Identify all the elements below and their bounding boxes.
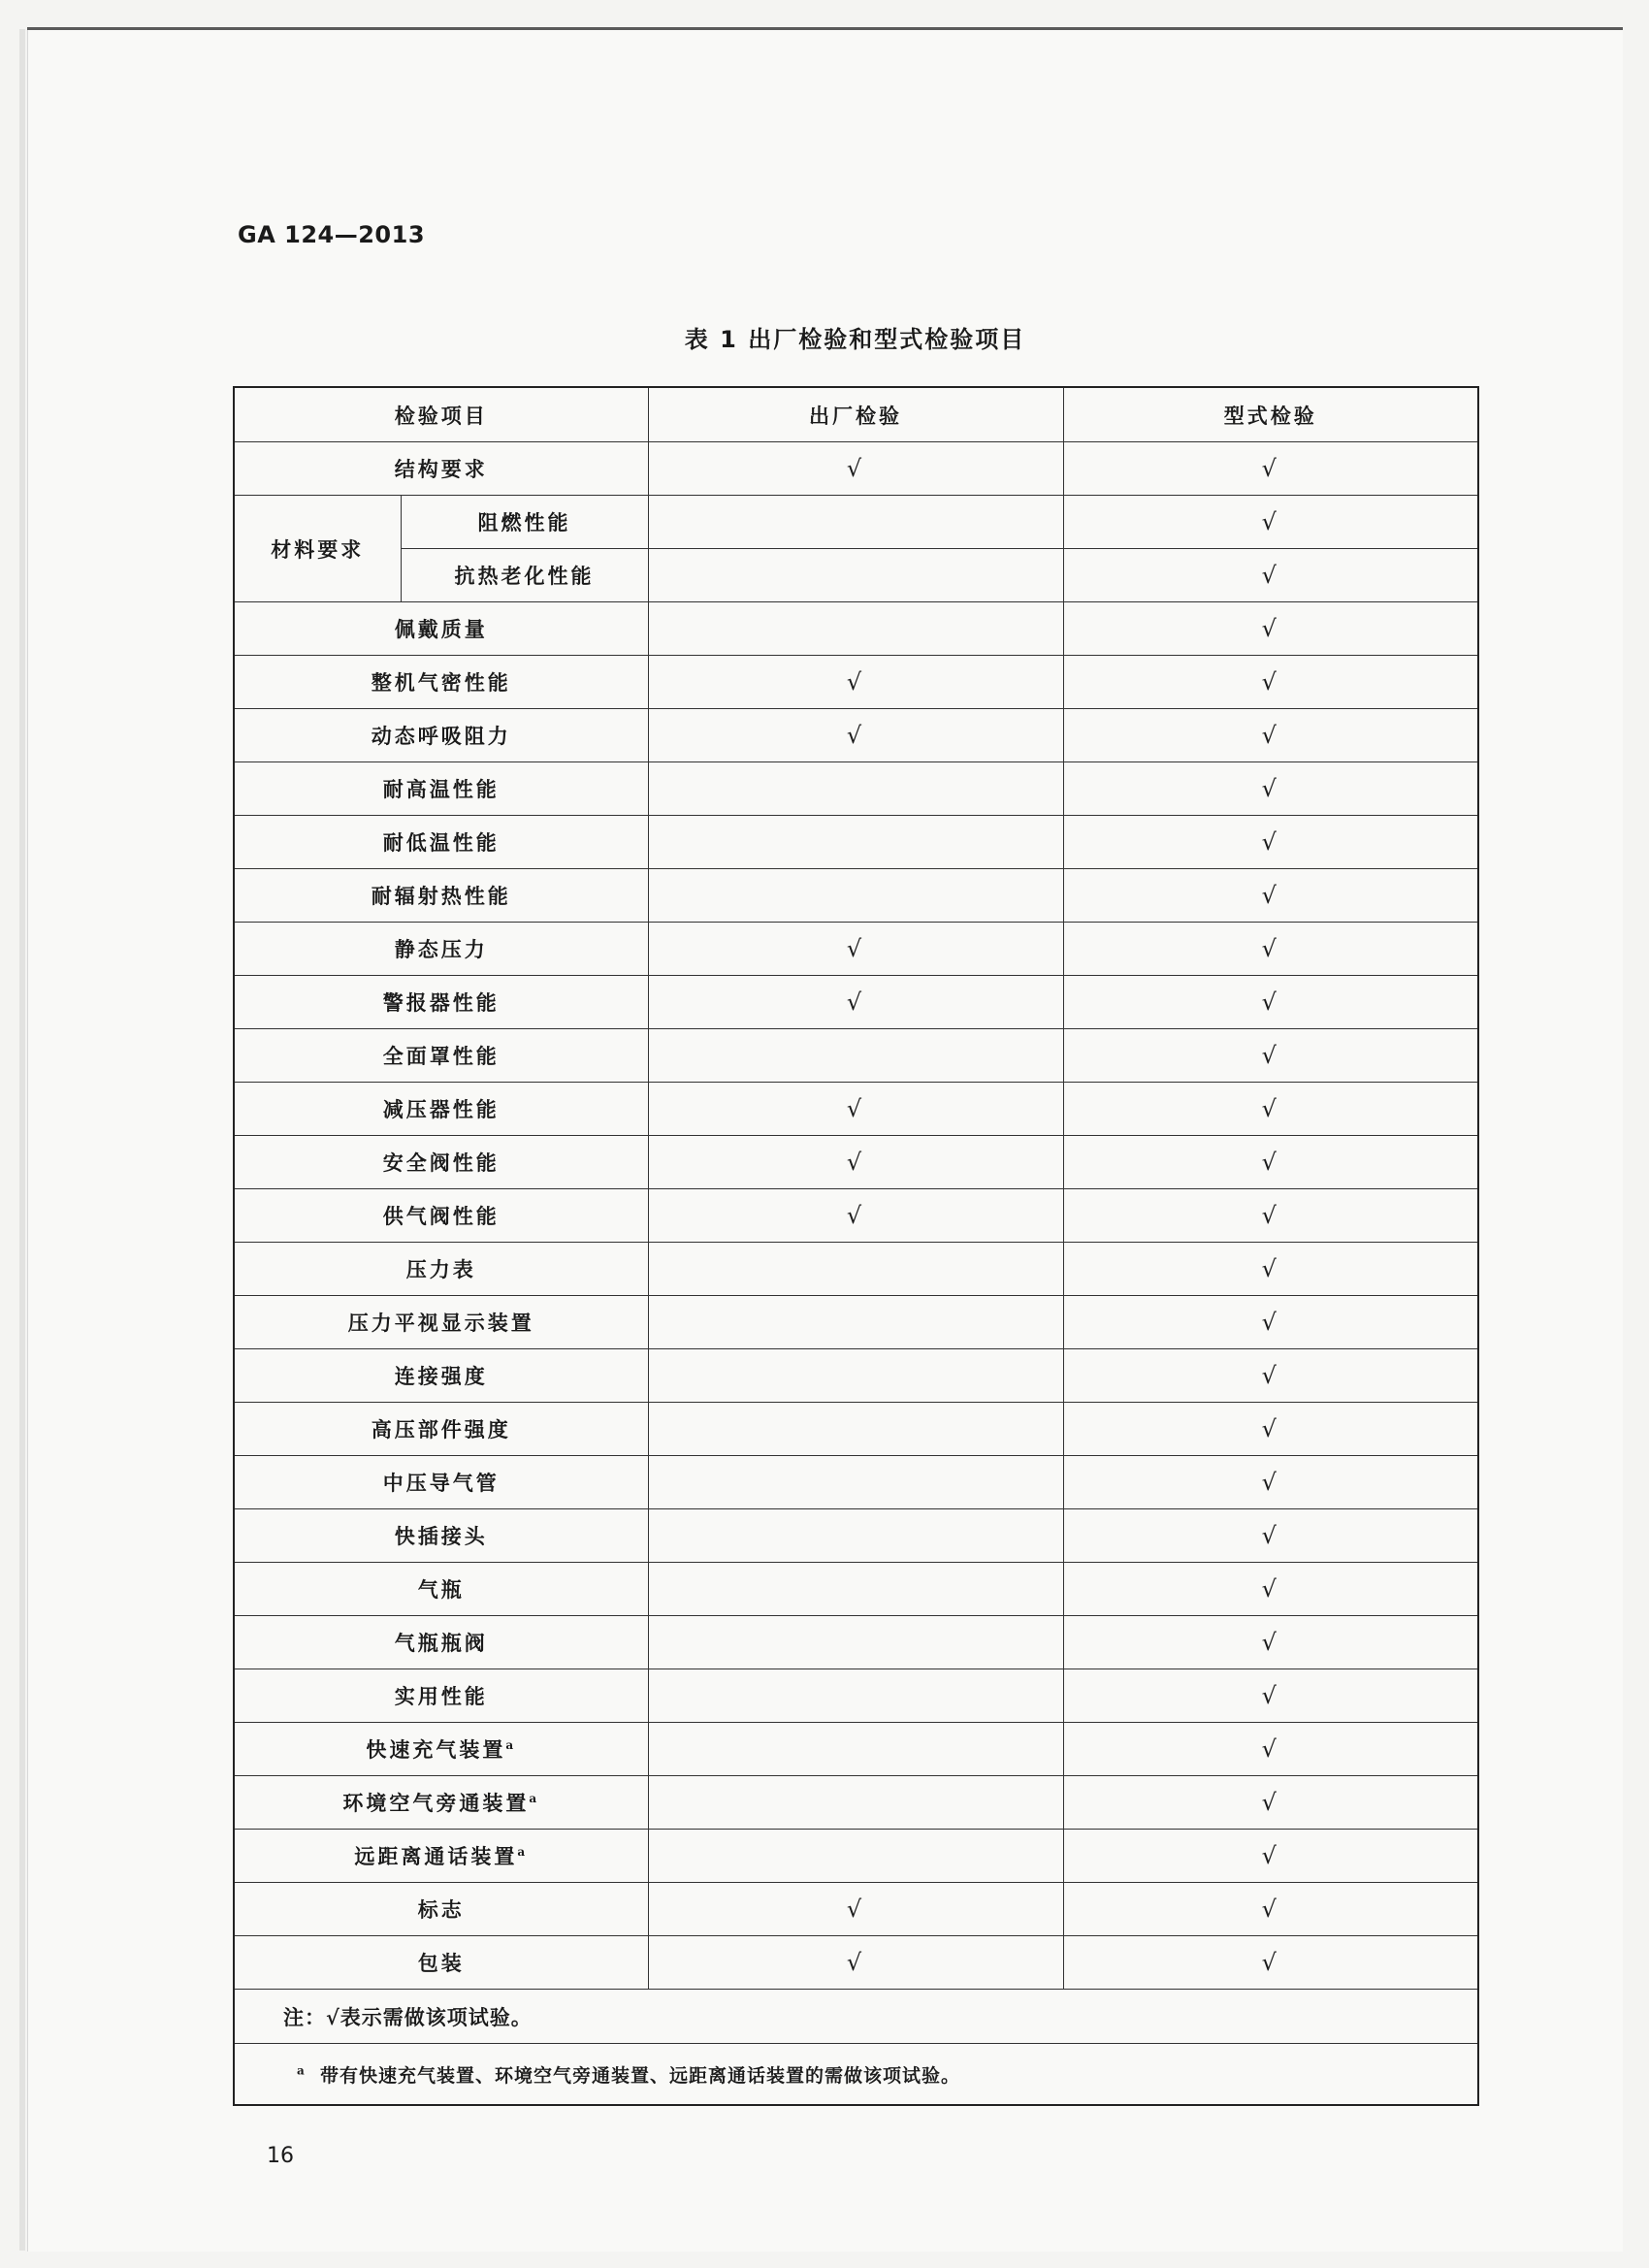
row-item: 动态呼吸阻力 <box>234 709 648 762</box>
row-group-material: 材料要求 <box>234 496 401 602</box>
table-row <box>234 869 1478 923</box>
row-item: 抗热老化性能 <box>401 549 648 602</box>
table-row <box>234 1776 1478 1830</box>
type-check: √ <box>1063 1296 1478 1349</box>
row-item: 气瓶 <box>234 1563 648 1616</box>
table-footnote: 带有快速充气装置、环境空气旁通装置、远距离通话装置的需做该项试验。 <box>320 2064 961 2087</box>
row-item: 高压部件强度 <box>234 1403 648 1456</box>
factory-check: √ <box>648 442 1063 496</box>
table-row <box>234 549 1478 602</box>
factory-check <box>648 816 1063 869</box>
footnote-marker: a <box>517 1845 529 1859</box>
factory-check <box>648 1456 1063 1509</box>
factory-check <box>648 1403 1063 1456</box>
type-check: √ <box>1063 1669 1478 1723</box>
table-row <box>234 816 1478 869</box>
table-row <box>234 1723 1478 1776</box>
row-item: 整机气密性能 <box>234 656 648 709</box>
table-caption: 表 1 出厂检验和型式检验项目 <box>684 326 1026 353</box>
factory-check <box>648 1669 1063 1723</box>
factory-check: √ <box>648 709 1063 762</box>
factory-check: √ <box>648 1083 1063 1136</box>
row-item: 供气阀性能 <box>234 1189 648 1243</box>
row-item-cell <box>234 1776 648 1830</box>
type-check: √ <box>1063 1243 1478 1296</box>
row-item: 耐辐射热性能 <box>234 869 648 923</box>
footnote-marker: a <box>505 1738 517 1752</box>
row-item: 包装 <box>234 1936 648 1990</box>
factory-check: √ <box>648 1936 1063 1990</box>
row-item: 快速充气装置 <box>366 1737 506 1762</box>
row-item: 全面罩性能 <box>234 1029 648 1083</box>
factory-check: √ <box>648 1136 1063 1189</box>
factory-check <box>648 1349 1063 1403</box>
factory-check <box>648 1296 1063 1349</box>
footnote-marker: a <box>297 2063 306 2078</box>
row-item: 阻燃性能 <box>401 496 648 549</box>
row-item: 耐低温性能 <box>234 816 648 869</box>
factory-check <box>648 1723 1063 1776</box>
header-item: 检验项目 <box>234 387 648 442</box>
factory-check <box>648 869 1063 923</box>
table-row <box>234 1509 1478 1563</box>
type-check: √ <box>1063 709 1478 762</box>
row-item: 安全阀性能 <box>234 1136 648 1189</box>
row-item: 气瓶瓶阀 <box>234 1616 648 1669</box>
type-check: √ <box>1063 1189 1478 1243</box>
table-footnote-cell <box>234 2044 1478 2106</box>
table-row <box>234 1136 1478 1189</box>
factory-check: √ <box>648 1883 1063 1936</box>
row-item: 减压器性能 <box>234 1083 648 1136</box>
type-check: √ <box>1063 1616 1478 1669</box>
table-row <box>234 1456 1478 1509</box>
factory-check: √ <box>648 923 1063 976</box>
row-item: 压力平视显示装置 <box>234 1296 648 1349</box>
document-code: GA 124—2013 <box>238 221 426 248</box>
row-item: 中压导气管 <box>234 1456 648 1509</box>
table-row <box>234 1029 1478 1083</box>
type-check: √ <box>1063 1883 1478 1936</box>
type-check: √ <box>1063 1029 1478 1083</box>
table-row <box>234 923 1478 976</box>
row-item: 连接强度 <box>234 1349 648 1403</box>
type-check: √ <box>1063 1830 1478 1883</box>
row-item: 压力表 <box>234 1243 648 1296</box>
table-row <box>234 1936 1478 1990</box>
factory-check <box>648 1830 1063 1883</box>
table-row <box>234 496 1478 549</box>
row-item: 耐高温性能 <box>234 762 648 816</box>
type-check: √ <box>1063 549 1478 602</box>
factory-check <box>648 549 1063 602</box>
row-item: 结构要求 <box>234 442 648 496</box>
type-check: √ <box>1063 656 1478 709</box>
table-header-row <box>234 387 1478 442</box>
row-item: 实用性能 <box>234 1669 648 1723</box>
table-row <box>234 762 1478 816</box>
page-number: 16 <box>267 2144 294 2168</box>
table-row <box>234 1403 1478 1456</box>
type-check: √ <box>1063 1509 1478 1563</box>
table-row <box>234 1616 1478 1669</box>
table-row <box>234 709 1478 762</box>
row-item: 远距离通话装置 <box>354 1844 518 1868</box>
table-row <box>234 442 1478 496</box>
row-item: 标志 <box>234 1883 648 1936</box>
type-check: √ <box>1063 1136 1478 1189</box>
type-check: √ <box>1063 976 1478 1029</box>
type-check: √ <box>1063 762 1478 816</box>
type-check: √ <box>1063 442 1478 496</box>
factory-check <box>648 496 1063 549</box>
page-edge <box>19 29 25 2251</box>
factory-check <box>648 1509 1063 1563</box>
header-type: 型式检验 <box>1063 387 1478 442</box>
factory-check: √ <box>648 1189 1063 1243</box>
type-check: √ <box>1063 1723 1478 1776</box>
row-item: 佩戴质量 <box>234 602 648 656</box>
table-row <box>234 1243 1478 1296</box>
table-row <box>234 1296 1478 1349</box>
factory-check <box>648 1616 1063 1669</box>
type-check: √ <box>1063 816 1478 869</box>
factory-check <box>648 602 1063 656</box>
table-row <box>234 1083 1478 1136</box>
table-row <box>234 1189 1478 1243</box>
type-check: √ <box>1063 1403 1478 1456</box>
table-row <box>234 1830 1478 1883</box>
factory-check: √ <box>648 976 1063 1029</box>
type-check: √ <box>1063 1936 1478 1990</box>
type-check: √ <box>1063 1349 1478 1403</box>
factory-check <box>648 1776 1063 1830</box>
type-check: √ <box>1063 602 1478 656</box>
footnote-marker: a <box>529 1792 540 1805</box>
table-note: 注：√表示需做该项试验。 <box>234 1990 1478 2044</box>
table-row <box>234 1349 1478 1403</box>
type-check: √ <box>1063 496 1478 549</box>
table-row <box>234 1563 1478 1616</box>
type-check: √ <box>1063 869 1478 923</box>
table-row <box>234 602 1478 656</box>
type-check: √ <box>1063 1563 1478 1616</box>
factory-check <box>648 1029 1063 1083</box>
row-item-cell <box>234 1723 648 1776</box>
factory-check <box>648 1563 1063 1616</box>
row-item: 快插接头 <box>234 1509 648 1563</box>
factory-check <box>648 1243 1063 1296</box>
factory-check: √ <box>648 656 1063 709</box>
footnote-row <box>234 2044 1478 2106</box>
inspection-table <box>233 386 1479 2106</box>
row-item: 环境空气旁通装置 <box>342 1791 530 1815</box>
table-row <box>234 1669 1478 1723</box>
type-check: √ <box>1063 1083 1478 1136</box>
table-row <box>234 976 1478 1029</box>
note-row <box>234 1990 1478 2044</box>
type-check: √ <box>1063 923 1478 976</box>
factory-check <box>648 762 1063 816</box>
type-check: √ <box>1063 1456 1478 1509</box>
row-item: 静态压力 <box>234 923 648 976</box>
row-item-cell <box>234 1830 648 1883</box>
type-check: √ <box>1063 1776 1478 1830</box>
header-factory: 出厂检验 <box>648 387 1063 442</box>
table-row <box>234 1883 1478 1936</box>
table-row <box>234 656 1478 709</box>
row-item: 警报器性能 <box>234 976 648 1029</box>
